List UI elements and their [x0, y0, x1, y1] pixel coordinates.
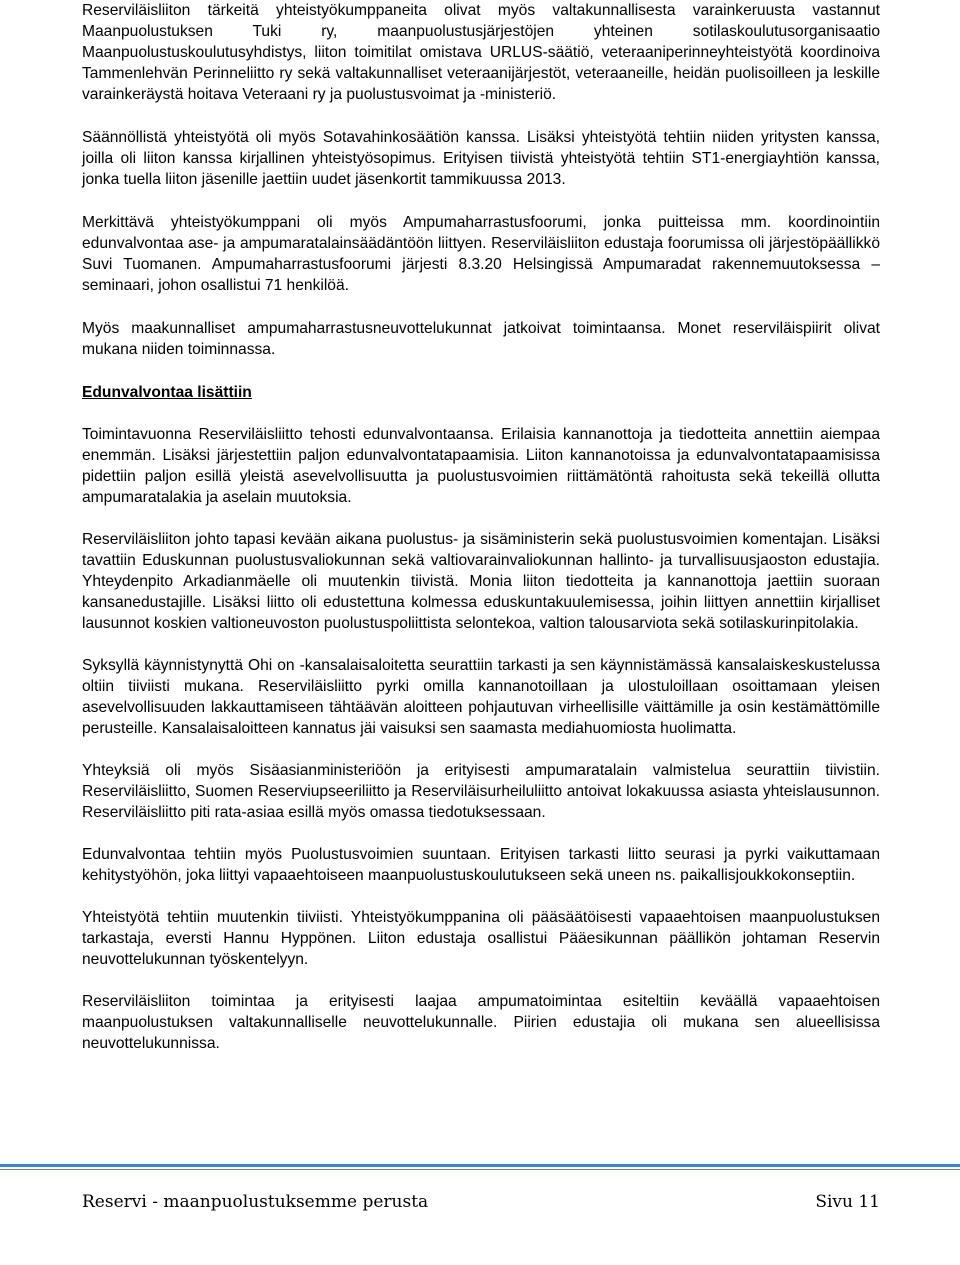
paragraph-advocacy-intro: Toimintavuonna Reserviläisliitto tehosti edunvalvontaansa. Erilaisia kannanottoja ja tiedotteita annettiin aiempaa enemmän. Lisäksi järjestettiin paljon edunvalvontatapaamisia. Liiton kannanotoissa ja edunvalvontatapaamisissa pidettiin paljon esillä yleistä asevelvollisuutta ja puolustusvoimien riittämätöntä rahoitusta sekä tekeillä ollutta ampumaratalakia ja aselain muutoksia. [82, 426, 880, 506]
page-number: Sivu 11 [815, 1192, 880, 1212]
paragraph-partners: Reserviläisliiton tärkeitä yhteistyökumppaneita olivat myös valtakunnallisesta varainkeruusta vastannut Maanpuolustuksen Tuki ry, maanpuolustusjärjestöjen yhteinen sotilaskoulutusorganisaatio Maanpuolustuskoulutusyhdistys, liiton toimitilat omistava URLUS-säätiö, veteraaniperinneyhteistyötä koordinoiva Tammenlehvän Perinneliitto ry sekä valtakunnalliset veteraanijärjestöt, veteraaneille, heidän puolisoilleen ja leskille varainkeräystä hoitava Veteraani ry ja puolustusvoimat ja -ministeriö. [82, 2, 880, 103]
paragraph-advisory-board: Reserviläisliiton toimintaa ja erityisesti laajaa ampumatoimintaa esiteltiin keväällä vapaaehtoisen maanpuolustuksen valtakunnalliselle neuvottelukunnalle. Piirien edustajia oli mukana sen alueellisissa neuvottelukunnissa. [82, 993, 880, 1052]
footer-divider [0, 1164, 960, 1167]
section-heading: Edunvalvontaa lisättiin [82, 384, 252, 401]
paragraph-regional-boards: Myös maakunnalliset ampumaharrastusneuvottelukunnat jatkoivat toimintaansa. Monet reserviläispiirit olivat mukana niiden toiminnassa. [82, 320, 880, 358]
paragraph-interior-ministry: Yhteyksiä oli myös Sisäasianministeriöön ja erityisesti ampumaratalain valmistelua seurattiin tiivistiin. Reserviläisliitto, Suomen Reserviupseeriliitto ja Reserviläisurheiluliitto antoivat lokakuussa asiasta yhteislausunnon. Reserviläisliitto piti rata-asiaa esillä myös omassa tiedotuksessaan. [82, 762, 880, 821]
page-footer [82, 1192, 880, 1212]
document-body [82, 0, 880, 1054]
footer-divider-thin [0, 1169, 960, 1170]
paragraph-cooperation-inspector: Yhteistyötä tehtiin muutenkin tiiviisti. Yhteistyökumppanina oli pääsäätöisesti vapaaehtoisen maanpuolustuksen tarkastaja, eversti Hannu Hyppönen. Liiton edustaja osallistui Pääesikunnan päällikön johtaman Reservin neuvottelukunnan työskentelyyn. [82, 909, 880, 968]
paragraph-defence-forces: Edunvalvontaa tehtiin myös Puolustusvoimien suuntaan. Erityisen tarkasti liitto seurasi ja pyrki vaikuttamaan kehitystyöhön, joka liittyi vapaaehtoiseen maanpuolustuskoulutukseen sekä uneen ns. paikallisjoukkokonseptiin. [82, 846, 880, 884]
paragraph-citizens-initiative: Syksyllä käynnistynyttä Ohi on -kansalaisaloitetta seurattiin tarkasti ja sen käynnistämässä kansalaiskeskustelussa oltiin tiiviisti mukana. Reserviläisliitto pyrki omilla kannanotoillaan ja ulostuloillaan osoittamaan yleisen asevelvollisuuden lakkauttamiseen tähtäävän aloitteen pohjautuvan virheellisille väittämille ja osin kestämättömille perusteille. Kansalaisaloitteen kannatus jäi vaisuksi sen saamasta mediahuomiosta huolimatta. [82, 657, 880, 737]
paragraph-meetings: Reserviläisliiton johto tapasi kevään aikana puolustus- ja sisäministerin sekä puolustusvoimien komentajan. Lisäksi tavattiin Eduskunnan puolustusvaliokunnan sekä valtiovarainvaliokunnan hallinto- ja turvallisuusjaoston edustajia. Yhteydenpito Arkadianmäelle oli muutenkin tiivistä. Monia liiton tiedotteita ja kannanottoja jaettiin suoraan kansanedustajille. Lisäksi liitto oli edustettuna kolmessa eduskuntakuulemisessa, joihin liittyen annettiin kirjalliset lausunnot koskien valtioneuvoston puolustuspoliittista selontekoa, valtion talousarviota sekä sotilaskurinpitolakia. [82, 531, 880, 632]
paragraph-cooperation: Säännöllistä yhteistyötä oli myös Sotavahinkosäätiön kanssa. Lisäksi yhteistyötä tehtiin niiden yritysten kanssa, joilla oli liiton kanssa kirjallinen yhteistyösopimus. Erityisen tiivistä yhteistyötä tehtiin ST1-energiayhtiön kanssa, jonka tuella liiton jäsenille jaettiin uudet jäsenkortit tammikuussa 2013. [82, 129, 880, 188]
paragraph-shooting-forum: Merkittävä yhteistyökumppani oli myös Ampumaharrastusfoorumi, jonka puitteissa mm. koordinointiin edunvalvontaa ase- ja ampumaratalainsäädäntöön liittyen. Reserviläisliiton edustaja foorumissa oli järjestöpäällikkö Suvi Tuomanen. Ampumaharrastusfoorumi järjesti 8.3.20 Helsingissä Ampumaradat rakennemuutoksessa –seminaari, johon osallistui 71 henkilöä. [82, 214, 880, 294]
footer-title: Reservi - maanpuolustuksemme perusta [82, 1192, 429, 1212]
